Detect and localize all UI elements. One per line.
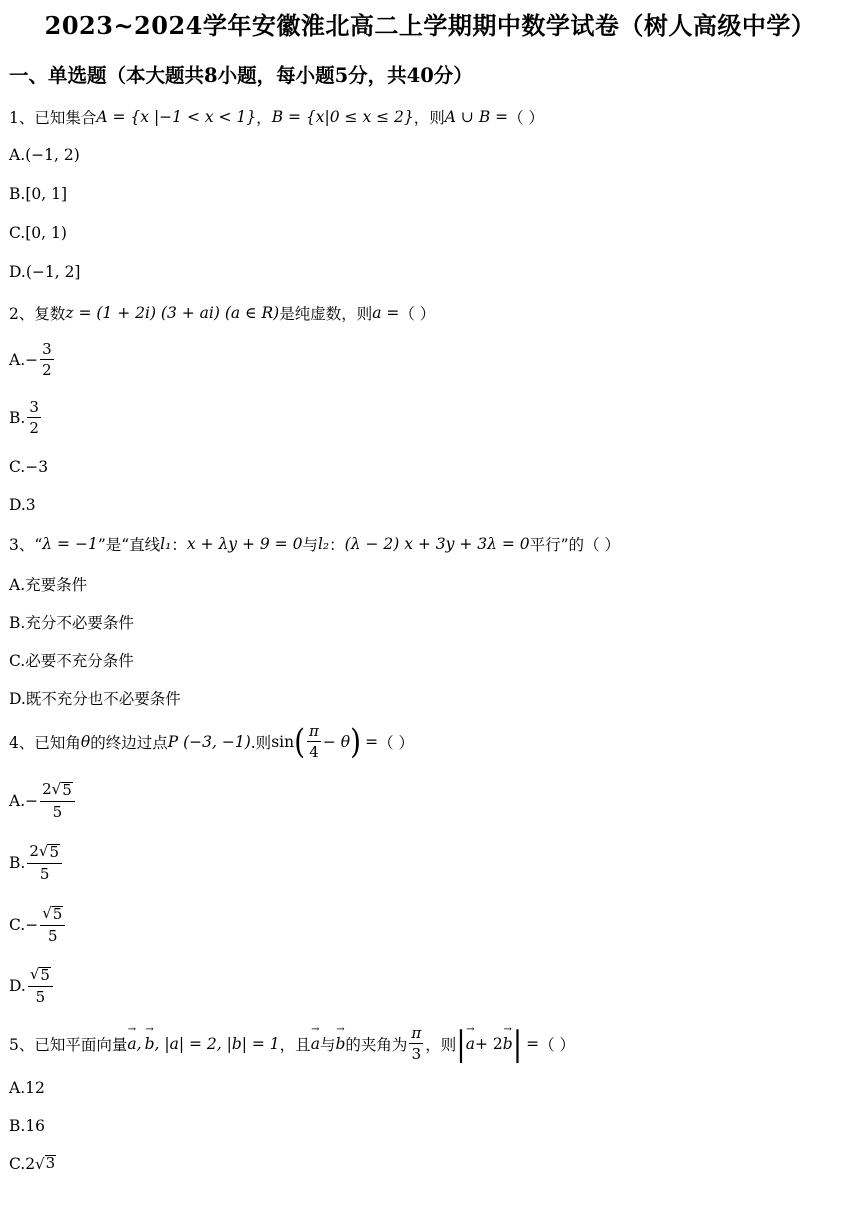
question-5 — [9, 1023, 576, 1064]
q2-var: a = — [372, 304, 400, 322]
q4-mid2: .则 — [250, 734, 272, 752]
q3-eq1: x + λy + 9 = 0 — [186, 535, 303, 553]
q2-option-c[interactable]: C.−3 — [9, 458, 49, 476]
q2-mid: 是纯虚数，则 — [279, 305, 373, 323]
q4-option-d-fraction — [28, 967, 53, 1005]
q4-point: P (−3, −1) — [167, 733, 251, 751]
q2-paren: （ ） — [399, 305, 436, 323]
q4-paren: （ ） — [378, 734, 415, 752]
q2-option-d[interactable]: D.3 — [9, 496, 36, 514]
q1-option-a-label: A. — [9, 146, 26, 164]
q5-comma: , — [136, 1035, 142, 1053]
q5-option-c-sqrt: √ 3 — [35, 1154, 56, 1173]
q4-eq: = — [365, 733, 379, 751]
q4-option-c-radicand: 5 — [52, 905, 63, 923]
q5-eq: = — [526, 1035, 540, 1053]
q4-option-a-sign: − — [25, 791, 39, 810]
q4-option-b[interactable] — [9, 844, 64, 882]
q1-mid: ，则 — [413, 109, 445, 127]
q5-mid2: 的夹角为 — [345, 1036, 408, 1054]
question-4 — [9, 721, 415, 762]
q1-option-d-text: (−1, 2] — [25, 263, 81, 281]
q1-option-b-label: B. — [9, 185, 26, 203]
q4-option-a-radicand: 5 — [62, 781, 72, 799]
q3-text-b: ”是“直线 — [97, 536, 161, 554]
q5-then: ，则 — [425, 1036, 457, 1054]
q3-option-c[interactable]: C.必要不充分条件 — [9, 652, 134, 670]
q3-option-d[interactable]: D.既不充分也不必要条件 — [9, 690, 181, 708]
q1-option-d[interactable] — [9, 263, 80, 281]
q2-option-a-fraction — [40, 342, 54, 378]
q4-option-d[interactable] — [9, 967, 55, 1005]
q3-text-c: ： — [171, 536, 187, 554]
q4-option-d-denominator: 5 — [35, 987, 46, 1006]
q5-vector-a-2: a → — [311, 1035, 320, 1053]
section-heading: 一、单选题（本大题共8小题，每小题5分，共40分） — [9, 64, 473, 87]
q1-option-a-text: (−1, 2) — [25, 146, 80, 164]
q5-abs-left: | — [456, 1023, 466, 1064]
q4-option-b-denominator: 5 — [39, 864, 50, 883]
q4-pi: π — [309, 722, 319, 740]
q2-expr: z = (1 + 2i) (3 + ai) (a ∈ R) — [65, 304, 280, 322]
q1-option-c[interactable] — [9, 224, 67, 242]
q4-option-a-coef: 2 — [42, 780, 52, 798]
q1-option-d-label: D. — [9, 263, 26, 281]
q2-prefix: 2、复数 — [9, 305, 66, 323]
q4-option-b-coef: 2 — [29, 842, 39, 860]
q5-plus: + 2 — [474, 1035, 503, 1053]
q3-paren: （ ） — [584, 536, 620, 554]
q4-prefix: 4、已知角 — [9, 734, 81, 752]
q5-vector-b-2: b → — [335, 1035, 345, 1053]
q2-option-b-label: B. — [9, 409, 26, 427]
q1-option-a[interactable] — [9, 146, 80, 164]
q3-text-f: 平行”的 — [529, 536, 585, 554]
q1-set-a: A = {x |−1 < x < 1} — [96, 108, 257, 126]
q4-option-a-sqrt: √ 5 — [51, 780, 72, 799]
q2-option-b-numerator: 3 — [29, 398, 39, 416]
q4-option-a-label: A. — [9, 791, 26, 810]
q3-option-b[interactable]: B.充分不必要条件 — [9, 614, 134, 632]
q1-paren: （ ） — [508, 109, 545, 127]
q4-option-b-numerator — [27, 844, 62, 864]
q2-option-b[interactable] — [9, 400, 43, 436]
q4-option-c-fraction — [40, 906, 65, 944]
q1-expr: A ∪ B = — [444, 108, 509, 126]
q4-option-a[interactable] — [9, 782, 77, 820]
q3-text-a: 3、“ — [9, 536, 43, 554]
q2-option-a[interactable] — [9, 342, 56, 378]
q1-sep: ， — [256, 109, 272, 127]
q5-vector-b: b → — [145, 1035, 155, 1053]
q5-option-a[interactable]: A.12 — [9, 1079, 45, 1097]
q3-option-a[interactable]: A.充要条件 — [9, 576, 88, 594]
q4-option-c-numerator — [40, 906, 65, 926]
q3-text-d: 与 — [302, 536, 318, 554]
q4-option-a-numerator — [40, 782, 75, 802]
q5-paren: （ ） — [539, 1036, 576, 1054]
q4-minus-theta: − θ — [322, 733, 351, 751]
question-2 — [9, 302, 435, 324]
question-1 — [9, 106, 544, 128]
q4-pi-over-4 — [307, 724, 321, 760]
q3-l1: l₁ — [160, 535, 172, 553]
q5-expr-a: a → — [466, 1035, 475, 1053]
q1-option-c-text: [0, 1) — [25, 224, 67, 242]
q5-option-c-label: C. — [9, 1155, 26, 1173]
q3-l2: l₂ — [317, 535, 330, 553]
q5-option-c-radicand: 3 — [45, 1154, 56, 1172]
q5-with: 与 — [319, 1036, 336, 1054]
q1-set-b: B = {x|0 ≤ x ≤ 2} — [271, 108, 414, 126]
q5-pi: π — [411, 1024, 422, 1042]
q4-option-d-numerator — [28, 967, 53, 987]
q3-text-e: ： — [329, 536, 345, 554]
q1-option-c-label: C. — [9, 224, 26, 242]
q4-right-paren: ) — [350, 721, 362, 762]
q4-option-c[interactable] — [9, 906, 67, 944]
q4-option-c-sign: − — [25, 915, 39, 934]
q2-option-a-label: A. — [9, 351, 26, 369]
q4-theta: θ — [80, 733, 91, 751]
q5-magnitudes: , |a| = 2, |b| = 1 — [154, 1035, 280, 1053]
q5-expr-b: b → — [503, 1035, 513, 1053]
q2-option-a-numerator: 3 — [42, 340, 52, 358]
q3-eq2: (λ − 2) x + 3y + 3λ = 0 — [344, 535, 530, 553]
q4-four: 4 — [309, 743, 319, 761]
q5-option-c-coef: 2 — [25, 1155, 36, 1173]
q3-lambda: λ = −1 — [42, 535, 98, 553]
q2-option-a-sign: − — [25, 351, 39, 369]
q4-mid: 的终边过点 — [90, 734, 168, 752]
q5-three: 3 — [411, 1045, 422, 1063]
q4-option-c-label: C. — [9, 915, 26, 934]
q2-option-b-denominator: 2 — [29, 419, 39, 437]
q4-option-b-fraction — [27, 844, 62, 882]
q5-vector-a: a → — [127, 1035, 136, 1053]
q5-abs-right: | — [512, 1023, 523, 1064]
q4-option-c-sqrt: √ 5 — [42, 904, 63, 923]
page-title: 2023~2024学年安徽淮北高二上学期期中数学试卷（树人高级中学） — [44, 11, 816, 40]
question-3 — [9, 533, 620, 555]
q1-option-b-text: [0, 1] — [25, 185, 67, 203]
q2-option-a-denominator: 2 — [42, 361, 52, 379]
q1-prefix: 1、已知集合 — [9, 109, 97, 127]
q5-prefix: 5、已知平面向量 — [9, 1036, 128, 1054]
q1-option-b[interactable] — [9, 185, 67, 203]
q4-option-a-fraction — [40, 782, 75, 820]
q4-sin: sin — [271, 733, 295, 751]
q4-option-d-sqrt: √ 5 — [29, 965, 50, 984]
q5-option-c[interactable] — [9, 1155, 56, 1173]
q4-option-d-radicand: 5 — [40, 966, 50, 984]
q4-option-a-denominator: 5 — [52, 802, 63, 821]
q5-option-b[interactable]: B.16 — [9, 1117, 46, 1135]
q4-left-paren: ( — [294, 721, 306, 762]
q4-option-d-label: D. — [9, 976, 26, 995]
q4-option-b-sqrt: √ 5 — [38, 842, 59, 861]
q4-option-c-denominator: 5 — [48, 926, 58, 945]
q4-option-b-radicand: 5 — [49, 843, 59, 861]
q4-option-b-label: B. — [9, 853, 26, 872]
q5-mid: ，且 — [279, 1036, 311, 1054]
q2-option-b-fraction — [27, 400, 41, 436]
q5-pi-over-3 — [409, 1026, 423, 1062]
